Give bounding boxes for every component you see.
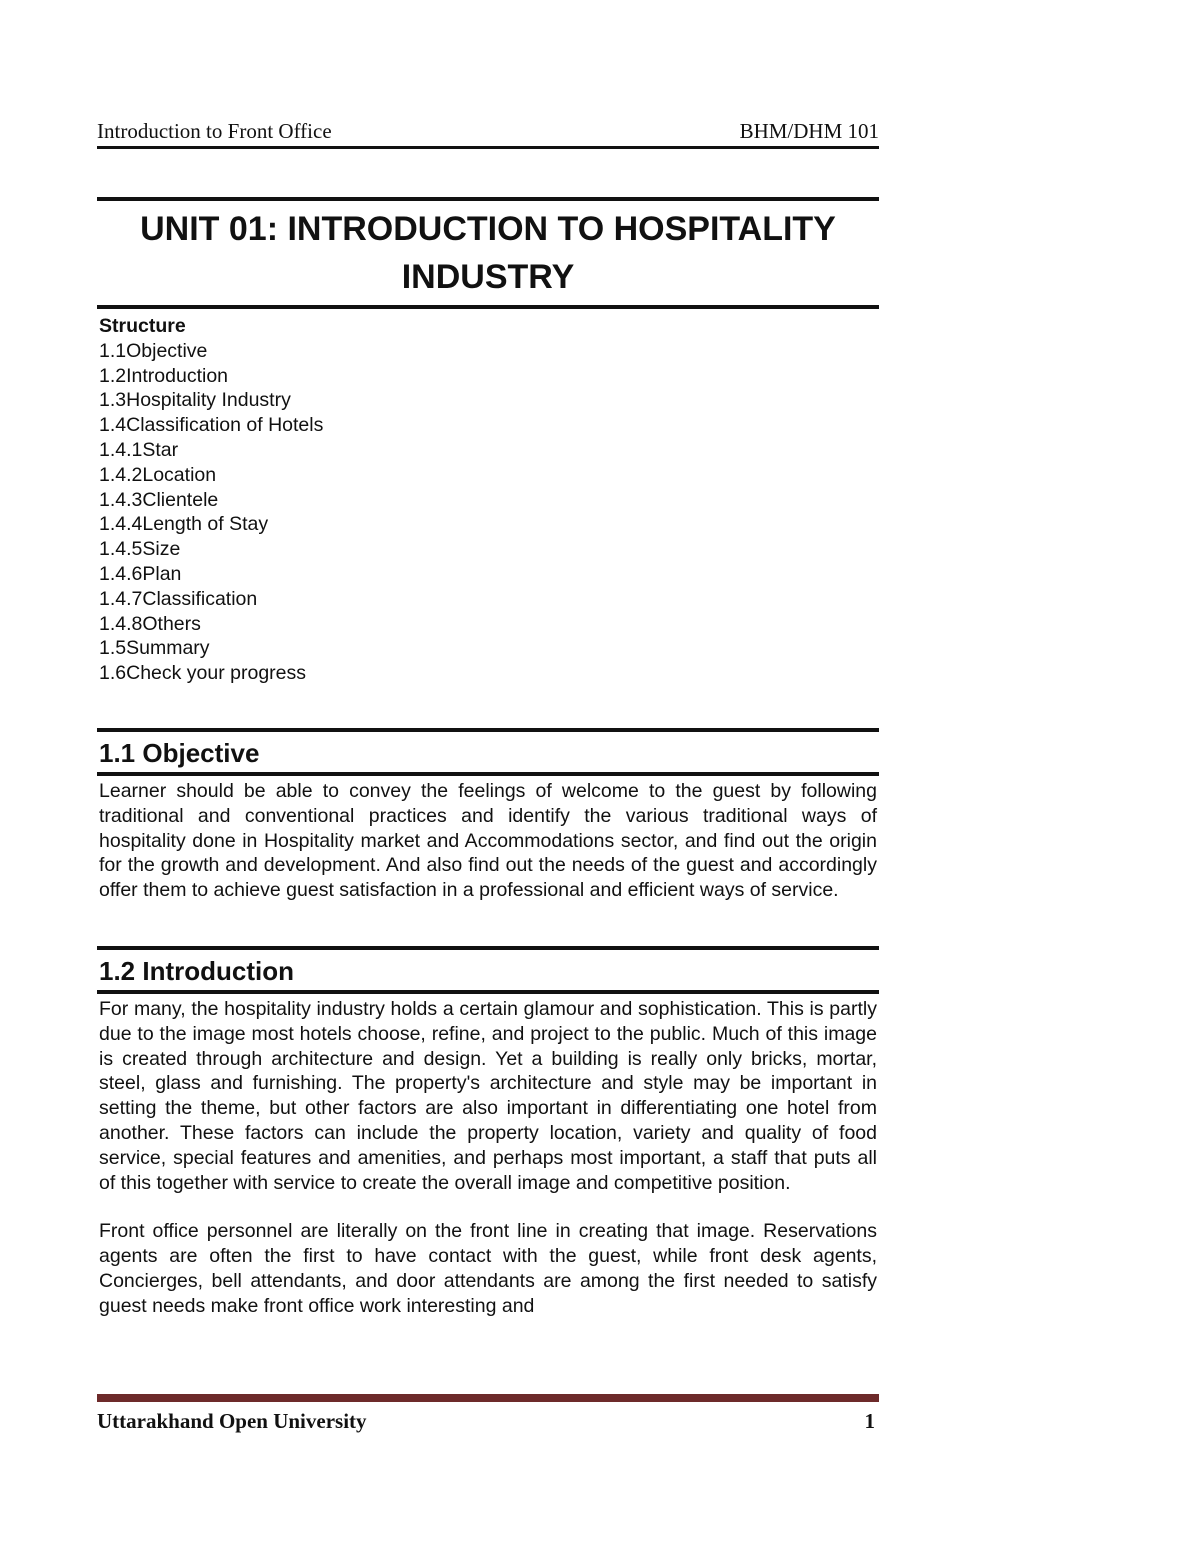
objective-heading: 1.1 Objective — [97, 732, 879, 776]
header-course-code: BHM/DHM 101 — [739, 119, 879, 143]
toc-item: 1.6Check your progress — [99, 662, 307, 685]
footer-rule — [97, 1394, 879, 1402]
toc-item: 1.4.4Length of Stay — [99, 513, 269, 536]
structure-list — [99, 314, 879, 686]
toc-item: 1.5Summary — [99, 637, 210, 660]
toc-item: 1.2Introduction — [99, 364, 229, 387]
unit-title-line-2: INDUSTRY — [401, 258, 575, 296]
title-bottom-rule — [97, 305, 879, 309]
toc-item: 1.4Classification of Hotels — [99, 414, 324, 437]
header-course-title: Introduction to Front Office — [97, 119, 332, 143]
toc-item: 1.1Objective — [99, 339, 208, 362]
introduction-paragraph-2: Front office personnel are literally on the front line in creating that image. Reservations agents are often the first to have contact with the guest, while front desk agents, Concierges, bell attendants, and door attendants are among the first needed to satisfy guest needs make front office work interesting and — [99, 1220, 877, 1317]
toc-item: 1.4.6Plan — [99, 562, 182, 585]
toc-item: 1.4.5Size — [99, 538, 181, 561]
structure-heading: Structure — [99, 315, 186, 337]
toc-item: 1.4.7Classification — [99, 587, 258, 610]
footer — [97, 1407, 875, 1435]
footer-university: Uttarakhand Open University — [97, 1409, 367, 1433]
introduction-heading: 1.2 Introduction — [97, 950, 879, 994]
unit-title — [97, 205, 879, 301]
toc-item: 1.3Hospitality Industry — [99, 389, 291, 412]
toc-item: 1.4.3Clientele — [99, 488, 219, 511]
document-page — [97, 118, 879, 1319]
page-number: 1 — [864, 1409, 875, 1433]
toc-item: 1.4.1Star — [99, 438, 179, 461]
unit-title-line-1: UNIT 01: INTRODUCTION TO HOSPITALITY — [140, 210, 836, 248]
introduction-paragraph-1: For many, the hospitality industry holds a certain glamour and sophistication. This is partly due to the image most hotels choose, refine, and project to the public. Much of this image is created through architecture and design. Yet a building is really only bricks, mortar, steel, glass and furnishing. The property's architecture and style may be important in setting the theme, but other factors are also important in differentiating one hotel from another. These factors can include the property location, variety and quality of food service, special features and amenities, and perhaps most important, a staff that puts all of this together with service to create the overall image and competitive position. — [99, 997, 877, 1194]
objective-paragraph: Learner should be able to convey the feelings of welcome to the guest by following traditional and conventional practices and identify the various traditional ways of hospitality done in Hospitality market and Accommodations sector, and find out the origin for the growth and development. And also find out the needs of the guest and accordingly offer them to achieve guest satisfaction in a professional and efficient ways of service. — [99, 779, 877, 902]
title-top-rule — [97, 197, 879, 201]
running-header — [97, 118, 879, 149]
toc-item: 1.4.8Others — [99, 612, 201, 635]
toc-item: 1.4.2Location — [99, 463, 217, 486]
